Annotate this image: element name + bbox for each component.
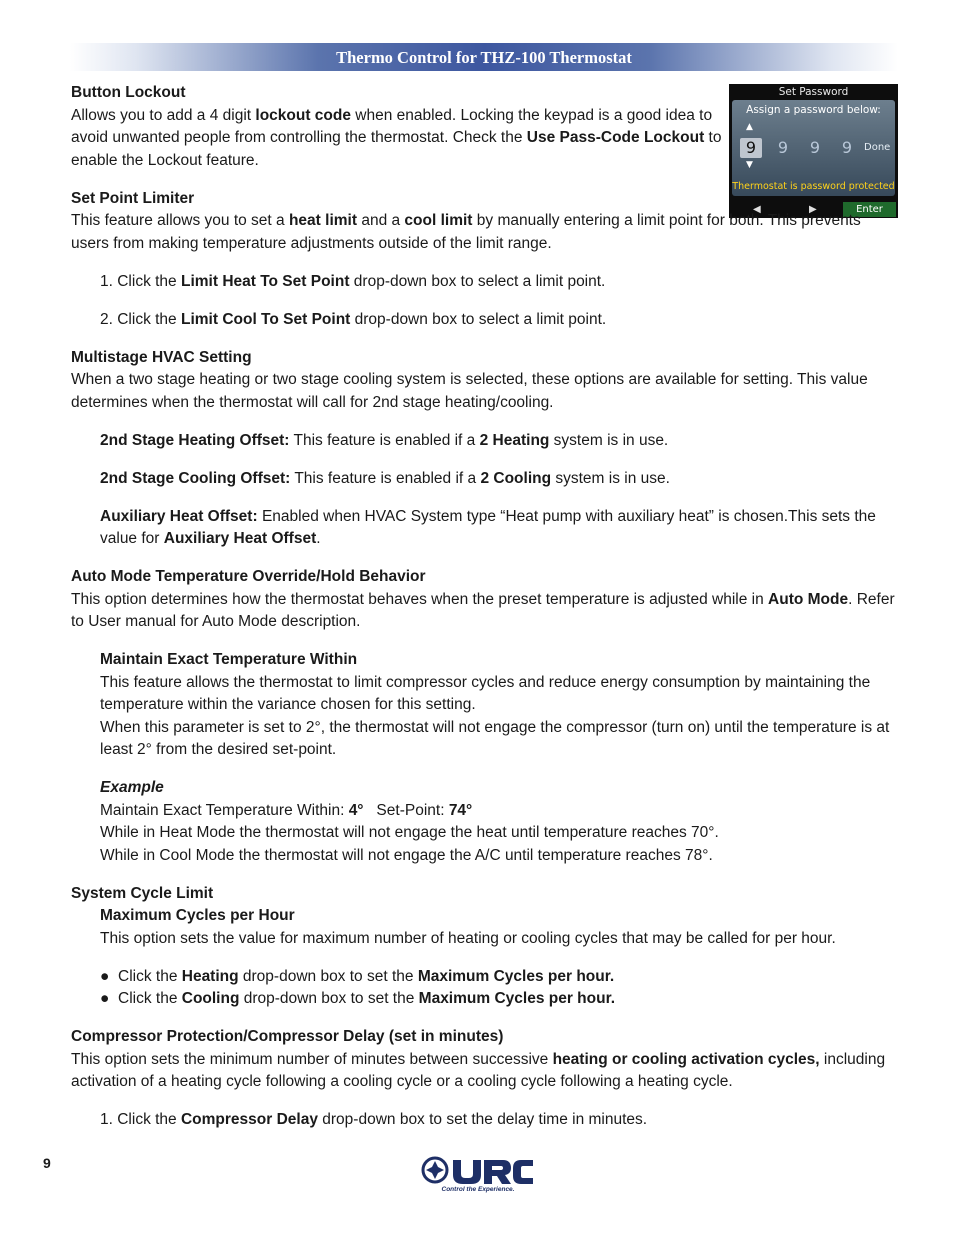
bullet-icon: ●: [100, 967, 110, 985]
device-screen-title: Set Password: [778, 86, 849, 98]
password-digit: 9: [777, 138, 789, 157]
example-label: Example: [100, 779, 164, 796]
page-title: Thermo Control for THZ-100 Thermostat: [336, 48, 632, 67]
paragraph-maintain-exact-2: When this parameter is set to 2°, the thermostat will not engage the compressor (turn on) until the temperature is at least 2° from the desired set-point.: [100, 718, 890, 758]
item-2nd-stage-cooling: 2nd Stage Cooling Offset: This feature is enabled if a 2 Cooling system is in use.: [100, 469, 670, 487]
heading-multistage-hvac: Multistage HVAC Setting: [71, 348, 252, 366]
item-auxiliary-heat: Auxiliary Heat Offset: Enabled when HVAC System type “Heat pump with auxiliary heat” is chosen.This sets the value for Auxiliary Heat Offset.: [100, 507, 876, 547]
password-digit: 9: [740, 138, 762, 158]
password-digit: 9: [809, 138, 821, 157]
subheading-max-cycles: Maximum Cycles per Hour: [100, 907, 295, 924]
header-banner: [70, 43, 898, 71]
device-protected-message: Thermostat is password protected: [732, 181, 895, 192]
paragraph-auto-mode: This option determines how the thermostat behaves when the preset temperature is adjusted while in Auto Mode. Refer to User manual for Auto Mode description.: [71, 590, 895, 630]
document-body: [71, 82, 895, 1132]
paragraph-compressor-protection: This option sets the minimum number of minutes between successive heating or cooling activation cycles, including activation of a heating cycle following a cooling cycle or a cooling cycle following a heating cycle.: [71, 1050, 886, 1090]
example-line-3: While in Cool Mode the thermostat will not engage the A/C until temperature reaches 78°.: [100, 846, 713, 864]
urc-logo: [421, 1155, 536, 1197]
paragraph-set-point-limiter: This feature allows you to set a heat limit and a cool limit by manually entering a limit point for both. This prevents users from making temperature adjustments outside of the limit range.: [71, 212, 861, 252]
paragraph-max-cycles: This option sets the value for maximum number of heating or cooling cycles that may be called for per hour.: [100, 929, 836, 947]
urc-logo-mark-icon: [421, 1155, 536, 1187]
step-compressor-delay: 1. Click the Compressor Delay drop-down box to set the delay time in minutes.: [100, 1111, 648, 1128]
step-limit-cool: 2. Click the Limit Cool To Set Point drop-down box to select a limit point.: [100, 310, 607, 328]
left-arrow-icon: ◀: [753, 204, 761, 215]
example-line-2: While in Heat Mode the thermostat will not engage the heat until temperature reaches 70°.: [100, 824, 719, 841]
heading-system-cycle-limit: System Cycle Limit: [71, 884, 214, 902]
heading-button-lockout: Button Lockout: [71, 84, 186, 101]
logo-tagline: Control the Experience.: [441, 1186, 515, 1193]
heading-set-point-limiter: Set Point Limiter: [71, 189, 195, 207]
item-2nd-stage-heating: 2nd Stage Heating Offset: This feature is enabled if a 2 Heating system is in use.: [100, 431, 669, 449]
down-arrow-icon: ▼: [746, 160, 753, 170]
example-line-1: Maintain Exact Temperature Within: 4° Set-Point: 74°: [100, 801, 473, 819]
right-arrow-icon: ▶: [809, 204, 817, 215]
page-number: 9: [43, 1155, 51, 1171]
paragraph-button-lockout: Allows you to add a 4 digit lockout code when enabled. Locking the keypad is a good idea to avoid unwanted people from controlling the thermostat. Check the Use Pass-Code Lockout to enable the Lockout feature.: [71, 106, 722, 169]
bullet-cooling: ● Click the Cooling drop-down box to set the Maximum Cycles per hour.: [71, 988, 895, 1011]
up-arrow-icon: ▲: [746, 122, 753, 132]
paragraph-maintain-exact-1: This feature allows the thermostat to limit compressor cycles and reduce energy consumption by maintaining the temperature within the variance chosen for this setting.: [100, 673, 871, 713]
paragraph-multistage-hvac: When a two stage heating or two stage cooling system is selected, these options are available for setting. This value determines when the thermostat will call for 2nd stage heating/cooling.: [71, 371, 868, 411]
bullet-icon: ●: [100, 990, 110, 1007]
heading-auto-mode: Auto Mode Temperature Override/Hold Behavior: [71, 568, 426, 585]
device-assign-label: Assign a password below:: [746, 104, 881, 116]
password-digit: 9: [841, 138, 853, 157]
device-enter-label: Enter: [843, 202, 896, 217]
device-done-label: Done: [864, 142, 891, 153]
heading-compressor-protection: Compressor Protection/Compressor Delay (set in minutes): [71, 1028, 504, 1045]
step-limit-heat: 1. Click the Limit Heat To Set Point drop-down box to select a limit point.: [100, 272, 606, 290]
bullet-heating: ● Click the Heating drop-down box to set the Maximum Cycles per hour.: [71, 966, 895, 989]
subheading-maintain-exact: Maintain Exact Temperature Within: [100, 651, 358, 668]
